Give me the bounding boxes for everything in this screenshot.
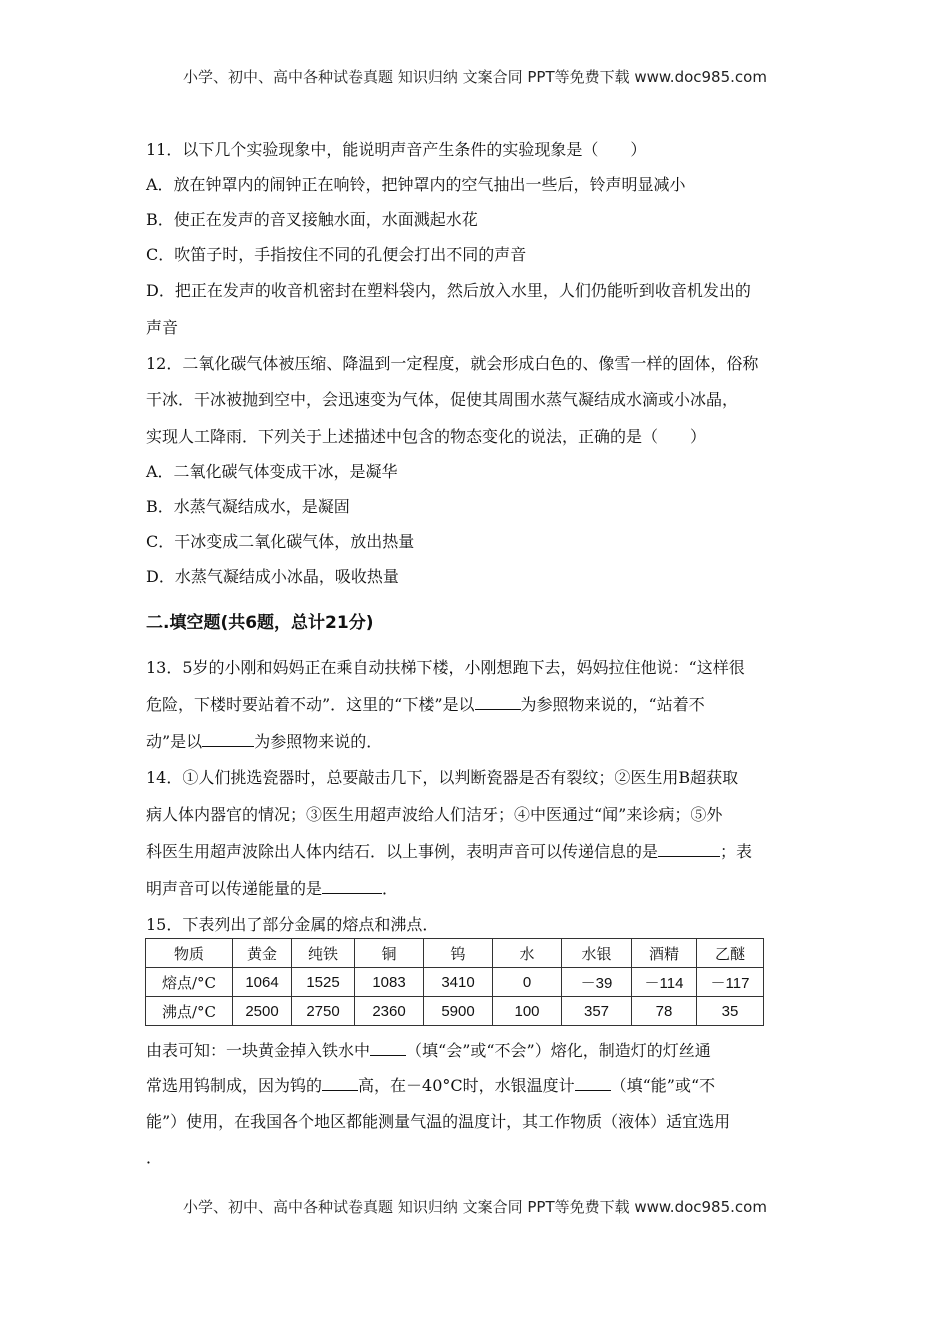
q14-line-1: 14．①人们挑选瓷器时，总要敲击几下，以判断瓷器是否有裂纹；②医生用B超获取	[146, 768, 739, 787]
table-header-cell: 黄金	[233, 939, 292, 968]
q15-text-a: 由表可知：一块黄金掉入铁水中	[146, 1041, 371, 1060]
q13-text-c: 动”是以	[146, 732, 203, 751]
table-cell: 100	[493, 997, 562, 1026]
q13-blank-2[interactable]	[202, 732, 254, 747]
table-cell: 1525	[292, 968, 355, 997]
melting-boiling-table	[145, 938, 764, 1026]
table-cell: 357	[562, 997, 632, 1026]
q15-intro: 15．下表列出了部分金属的熔点和沸点．	[146, 915, 439, 934]
table-header-cell: 酒精	[632, 939, 697, 968]
q14-line-3	[146, 839, 752, 862]
boiling-label: 沸点/°C	[146, 997, 233, 1026]
q14-text-d: ．	[382, 879, 399, 898]
table-cell: 35	[697, 997, 764, 1026]
table-header-cell: 水银	[562, 939, 632, 968]
table-cell: －39	[562, 968, 632, 997]
q15-line-1	[146, 1038, 711, 1061]
table-cell: －114	[632, 968, 697, 997]
table-header-cell: 水	[493, 939, 562, 968]
table-header-cell: 纯铁	[292, 939, 355, 968]
q12-line-3: 实现人工降雨．下列关于上述描述中包含的物态变化的说法，正确的是（ ）	[146, 427, 707, 446]
q15-text-c: 常选用钨制成，因为钨的	[146, 1076, 323, 1095]
page-footer: 小学、初中、高中各种试卷真题 知识归纳 文案合同 PPT等免费下载 www.doc985.com	[183, 1198, 767, 1216]
table-header-cell: 铜	[355, 939, 424, 968]
q14-text-c: 明声音可以传递能量的是	[146, 879, 323, 898]
q11-option-b: B．使正在发声的音叉接触水面，水面溅起水花	[146, 210, 478, 229]
section-heading: 二.填空题(共6题，总计21分)	[146, 613, 374, 633]
q15-text-b: （填“会”或“不会”）熔化，制造灯的灯丝通	[406, 1041, 711, 1060]
table-header-cell: 物质	[146, 939, 233, 968]
q14-text-a: 科医生用超声波除出人体内结石．以上事例，表明声音可以传递信息的是	[146, 842, 659, 861]
q13-line-2	[146, 692, 705, 715]
table-cell: 3410	[424, 968, 493, 997]
q12-option-b: B．水蒸气凝结成水，是凝固	[146, 497, 350, 516]
table-cell: 2500	[233, 997, 292, 1026]
q12-option-c: C．干冰变成二氧化碳气体，放出热量	[146, 532, 415, 551]
q12-option-d: D．水蒸气凝结成小冰晶，吸收热量	[146, 567, 399, 586]
q15-blank-3[interactable]	[575, 1076, 611, 1091]
table-cell: 5900	[424, 997, 493, 1026]
q15-text-d: 高，在－40°C时，水银温度计	[358, 1076, 575, 1095]
table-cell: 1083	[355, 968, 424, 997]
q14-line-2: 病人体内器官的情况；③医生用超声波给人们洁牙；④中医通过“闻”来诊病；⑤外	[146, 805, 723, 824]
q11-option-a: A．放在钟罩内的闹钟正在响铃，把钟罩内的空气抽出一些后，铃声明显减小	[146, 175, 686, 194]
q13-text-d: 为参照物来说的．	[254, 732, 383, 751]
q11-option-c: C．吹笛子时，手指按住不同的孔便会打出不同的声音	[146, 245, 527, 264]
melting-label: 熔点/°C	[146, 968, 233, 997]
q12-option-a: A．二氧化碳气体变成干冰，是凝华	[146, 462, 398, 481]
table-header-cell: 钨	[424, 939, 493, 968]
table-cell: 2750	[292, 997, 355, 1026]
q14-text-b: ；表	[720, 842, 753, 861]
q15-line-4: ．	[146, 1148, 163, 1167]
q13-text-a: 危险，下楼时要站着不动”．这里的“下楼”是以	[146, 695, 475, 714]
q12-line-2: 干冰．干冰被抛到空中，会迅速变为气体，促使其周围水蒸气凝结成水滴或小冰晶，	[146, 390, 739, 409]
table-header-row	[146, 939, 764, 968]
q13-line-1: 13．5岁的小刚和妈妈正在乘自动扶梯下楼，小刚想跑下去，妈妈拉住他说：“这样很	[146, 658, 745, 677]
table-cell: －117	[697, 968, 764, 997]
table-header-cell: 乙醚	[697, 939, 764, 968]
q13-text-b: 为参照物来说的，“站着不	[520, 695, 705, 714]
q13-blank-1[interactable]	[475, 695, 521, 710]
q15-text-e: （填“能”或“不	[610, 1076, 716, 1095]
table-cell: 2360	[355, 997, 424, 1026]
q14-line-4	[146, 876, 398, 899]
table-row-melting	[146, 968, 764, 997]
q15-blank-2[interactable]	[322, 1076, 358, 1091]
q12-line-1: 12．二氧化碳气体被压缩、降温到一定程度，就会形成白色的、像雪一样的固体，俗称	[146, 354, 759, 373]
q14-blank-2[interactable]	[322, 879, 382, 894]
q15-line-3: 能”）使用，在我国各个地区都能测量气温的温度计，其工作物质（液体）适宜选用	[146, 1112, 731, 1131]
q11-stem: 11．以下几个实验现象中，能说明声音产生条件的实验现象是（ ）	[146, 140, 647, 159]
table-cell: 0	[493, 968, 562, 997]
q13-line-3	[146, 729, 382, 752]
q14-blank-1[interactable]	[658, 842, 720, 857]
q15-blank-1[interactable]	[370, 1041, 406, 1056]
table-row-boiling	[146, 997, 764, 1026]
table-cell: 1064	[233, 968, 292, 997]
page-header: 小学、初中、高中各种试卷真题 知识归纳 文案合同 PPT等免费下载 www.doc985.com	[183, 68, 767, 86]
q15-line-2	[146, 1073, 715, 1096]
table-cell: 78	[632, 997, 697, 1026]
q11-option-d-cont: 声音	[146, 318, 179, 337]
q11-option-d: D．把正在发声的收音机密封在塑料袋内，然后放入水里，人们仍能听到收音机发出的	[146, 281, 751, 300]
